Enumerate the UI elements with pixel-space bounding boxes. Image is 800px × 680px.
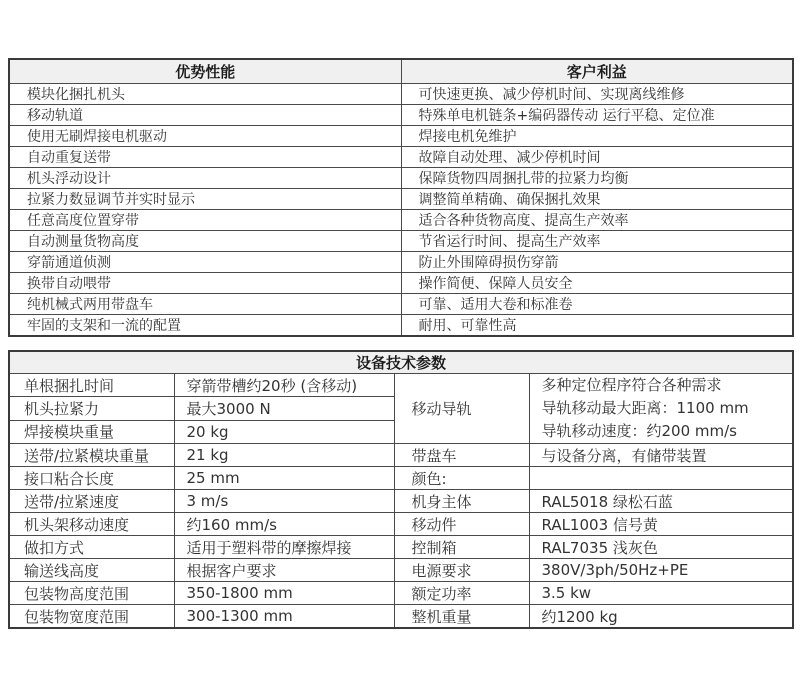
table-row (9, 294, 793, 315)
advantage-cell: 拉紧力数显调节并实时显示 (9, 189, 401, 210)
spec-value (529, 467, 793, 490)
benefit-cell: 焊接电机免维护 (401, 126, 793, 147)
spec-label: 额定功率 (394, 582, 529, 605)
spec-label: 焊接模块重量 (9, 420, 174, 443)
table-row (9, 273, 793, 294)
benefit-cell: 特殊单电机链条+编码器传动 运行平稳、定位准 (401, 105, 793, 126)
specs-table-title: 设备技术参数 (9, 351, 793, 374)
benefit-cell: 适合各种货物高度、提高生产效率 (401, 210, 793, 231)
spec-value: 根据客户要求 (174, 559, 394, 582)
spec-value: 约160 mm/s (174, 513, 394, 536)
spec-label: 移动导轨 (394, 374, 529, 444)
advantage-cell: 任意高度位置穿带 (9, 210, 401, 231)
spec-label: 包装物高度范围 (9, 582, 174, 605)
rail-line: 多种定位程序符合各种需求 (541, 376, 722, 394)
advantage-cell: 模块化捆扎机头 (9, 84, 401, 105)
advantage-cell: 使用无刷焊接电机驱动 (9, 126, 401, 147)
advantages-benefits-table (8, 58, 794, 337)
advantage-cell: 自动重复送带 (9, 147, 401, 168)
spec-label: 做扣方式 (9, 536, 174, 559)
advantage-cell: 换带自动喂带 (9, 273, 401, 294)
spec-value: 与设备分离，有储带装置 (529, 444, 793, 467)
advantage-cell: 移动轨道 (9, 105, 401, 126)
spec-value: 适用于塑料带的摩擦焊接 (174, 536, 394, 559)
spec-label: 接口粘合长度 (9, 467, 174, 490)
spec-value: 300-1300 mm (174, 605, 394, 629)
advantage-cell: 穿箭通道侦测 (9, 252, 401, 273)
table-row (9, 126, 793, 147)
spec-value: 3 m/s (174, 490, 394, 513)
spec-value: RAL5018 绿松石蓝 (529, 490, 793, 513)
table-row (9, 210, 793, 231)
spec-value: 20 kg (174, 420, 394, 443)
spec-value: 25 mm (174, 467, 394, 490)
benefit-cell: 可快速更换、减少停机时间、实现离线维修 (401, 84, 793, 105)
table-row (9, 444, 793, 467)
spec-label: 整机重量 (394, 605, 529, 629)
benefit-cell: 操作简便、保障人员安全 (401, 273, 793, 294)
advantage-cell: 纯机械式两用带盘车 (9, 294, 401, 315)
rail-line: 导轨移动最大距离：1100 mm (541, 399, 749, 417)
spec-label: 单根捆扎时间 (9, 374, 174, 397)
spec-label: 移动件 (394, 513, 529, 536)
spec-value: 穿箭带槽约20秒 (含移动) (174, 374, 394, 397)
benefit-cell: 耐用、可靠性高 (401, 315, 793, 337)
table-row (9, 84, 793, 105)
spec-label: 送带/拉紧速度 (9, 490, 174, 513)
spec-value: 最大3000 N (174, 397, 394, 420)
advantage-cell: 机头浮动设计 (9, 168, 401, 189)
spec-label: 带盘车 (394, 444, 529, 467)
table-row (9, 467, 793, 490)
benefit-cell: 节省运行时间、提高生产效率 (401, 231, 793, 252)
spec-label: 机头拉紧力 (9, 397, 174, 420)
table-header-row (9, 59, 793, 84)
spec-label: 控制箱 (394, 536, 529, 559)
benefit-cell: 故障自动处理、减少停机时间 (401, 147, 793, 168)
spec-value-multiline (529, 374, 793, 444)
spec-value: 3.5 kw (529, 582, 793, 605)
table-header-row (9, 351, 793, 374)
spec-value: 21 kg (174, 444, 394, 467)
spec-label: 输送线高度 (9, 559, 174, 582)
table-row (9, 189, 793, 210)
table-row (9, 490, 793, 513)
advantage-cell: 自动测量货物高度 (9, 231, 401, 252)
spec-label: 机头架移动速度 (9, 513, 174, 536)
spec-label: 送带/拉紧模块重量 (9, 444, 174, 467)
spec-label: 电源要求 (394, 559, 529, 582)
spec-value: RAL1003 信号黄 (529, 513, 793, 536)
table-row (9, 536, 793, 559)
spec-label: 颜色: (394, 467, 529, 490)
benefit-cell: 防止外围障碍损伤穿箭 (401, 252, 793, 273)
advantage-cell: 牢固的支架和一流的配置 (9, 315, 401, 337)
spec-value: 380V/3ph/50Hz+PE (529, 559, 793, 582)
benefit-cell: 保障货物四周捆扎带的拉紧力均衡 (401, 168, 793, 189)
table-row (9, 147, 793, 168)
advantages-column-header: 优势性能 (9, 59, 401, 84)
table-row (9, 513, 793, 536)
spec-label: 机身主体 (394, 490, 529, 513)
benefit-cell: 可靠、适用大卷和标准卷 (401, 294, 793, 315)
table-row (9, 315, 793, 337)
rail-line: 导轨移动速度：约200 mm/s (541, 422, 737, 440)
table-row (9, 582, 793, 605)
spec-label: 包装物宽度范围 (9, 605, 174, 629)
spec-value: 350-1800 mm (174, 582, 394, 605)
table-row (9, 559, 793, 582)
table-row (9, 105, 793, 126)
table-row (9, 252, 793, 273)
spec-value: 约1200 kg (529, 605, 793, 629)
table-row (9, 605, 793, 629)
benefits-column-header: 客户利益 (401, 59, 793, 84)
table-row (9, 374, 793, 397)
table-row (9, 168, 793, 189)
benefit-cell: 调整简单精确、确保捆扎效果 (401, 189, 793, 210)
table-row (9, 231, 793, 252)
technical-parameters-table (8, 350, 794, 629)
spec-value: RAL7035 浅灰色 (529, 536, 793, 559)
